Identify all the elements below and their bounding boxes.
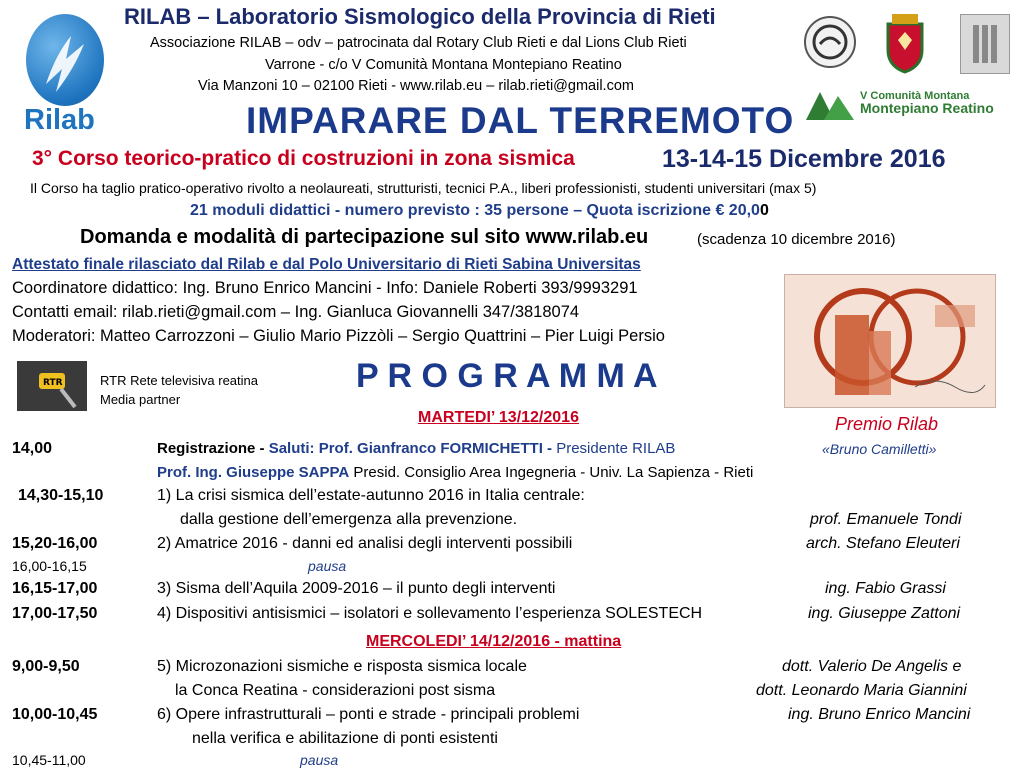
row-7-text: 5) Microzonazioni sismiche e risposta sismica locale bbox=[157, 658, 527, 675]
row-5-speaker: ing. Fabio Grassi bbox=[825, 580, 946, 597]
row-6-time: 17,00-17,50 bbox=[12, 605, 98, 622]
row-8-speaker: ing. Bruno Enrico Mancini bbox=[788, 706, 971, 723]
university-emblem bbox=[960, 14, 1010, 74]
premio-drawing bbox=[784, 274, 996, 408]
header-address-1: Varrone - c/o V Comunità Montana Montepiano Reatino bbox=[265, 57, 622, 73]
row-2-role: Presid. Consiglio Area Ingegneria - Univ. La Sapienza - Rieti bbox=[349, 464, 754, 481]
header-title: RILAB – Laboratorio Sismologico della Provincia di Rieti bbox=[124, 4, 716, 29]
row-1-registrazione: Registrazione - bbox=[157, 440, 269, 457]
header-association: Associazione RILAB – odv – patrocinata dal Rotary Club Rieti e dal Lions Club Rieti bbox=[150, 35, 687, 51]
rtr-mic-label: RTR bbox=[43, 378, 63, 388]
programma-heading: P R O G R A M M A bbox=[356, 357, 658, 395]
modules-end: 0 bbox=[759, 202, 769, 219]
row-7-time: 9,00-9,50 bbox=[12, 658, 80, 675]
row-5-time: 16,15-17,00 bbox=[12, 580, 98, 597]
row-8-continued: nella verifica e abilitazione di ponti esistenti bbox=[192, 730, 498, 747]
columns-icon bbox=[961, 15, 1009, 73]
premio-title: Premio Rilab bbox=[835, 414, 939, 434]
contacts-line: Contatti email: rilab.rieti@gmail.com – Ing. Gianluca Giovannelli 347/3818074 bbox=[12, 303, 580, 321]
seal-icon bbox=[806, 18, 854, 66]
course-dates: 13-14-15 Dicembre 2016 bbox=[662, 145, 946, 173]
rilab-logo-icon bbox=[26, 14, 104, 106]
row-1-text bbox=[157, 440, 675, 457]
row-4-time: 15,20-16,00 bbox=[12, 535, 98, 552]
row-3-time: 14,30-15,10 bbox=[18, 487, 104, 504]
row-2-name: Prof. Ing. Giuseppe SAPPA bbox=[157, 464, 350, 481]
row-3-continued: dalla gestione dell’emergenza alla prevenzione. bbox=[180, 511, 518, 528]
pause-2-time: 10,45-11,00 bbox=[12, 752, 86, 768]
certificate-line[interactable]: Attestato finale rilasciato dal Rilab e dal Polo Universitario di Rieti Sabina Universitas bbox=[12, 256, 641, 273]
course-modules bbox=[190, 202, 769, 220]
media-name: RTR Rete televisiva reatina bbox=[100, 373, 258, 388]
row-8-text: 6) Opere infrastrutturali – ponti e strade - principali problemi bbox=[157, 706, 580, 723]
day1-heading: MARTEDI’ 13/12/2016 bbox=[418, 409, 579, 426]
day2-heading: MERCOLEDI’ 14/12/2016 - mattina bbox=[366, 633, 622, 650]
coordinator-line: Coordinatore didattico: Ing. Bruno Enrico Mancini - Info: Daniele Roberti 393/9993291 bbox=[12, 279, 638, 297]
row-8-time: 10,00-10,45 bbox=[12, 706, 98, 723]
comunita-line2: Montepiano Reatino bbox=[860, 100, 994, 116]
rilab-logo-text: Rilab bbox=[24, 104, 95, 136]
row-3-text: 1) La crisi sismica dell’estate-autunno 2016 in Italia centrale: bbox=[157, 487, 585, 504]
row-7-continued: la Conca Reatina - considerazioni post sisma bbox=[175, 682, 496, 699]
row-5-text: 3) Sisma dell’Aquila 2009-2016 – il punto degli interventi bbox=[157, 580, 556, 597]
building-sketch-icon bbox=[785, 275, 995, 407]
row-7-speaker: dott. Valerio De Angelis e bbox=[782, 658, 962, 675]
row-1-role: Presidente RILAB bbox=[556, 440, 676, 457]
rtr-logo bbox=[17, 361, 87, 411]
row-1-saluti: Saluti: Prof. Gianfranco FORMICHETTI - bbox=[268, 440, 557, 457]
moderators-line: Moderatori: Matteo Carrozzoni – Giulio Mario Pizzòli – Sergio Quattrini – Pier Luigi Persio bbox=[12, 327, 665, 345]
row-6-speaker: ing. Giuseppe Zattoni bbox=[808, 605, 961, 622]
row-2-text bbox=[157, 464, 753, 481]
rotary-seal bbox=[804, 16, 856, 68]
comunita-line1: V Comunità Montana bbox=[860, 90, 970, 102]
province-crest bbox=[880, 10, 930, 74]
header-address-2: Via Manzoni 10 – 02100 Rieti - www.rilab.eu – rilab.rieti@gmail.com bbox=[198, 78, 634, 94]
main-title: IMPARARE DAL TERREMOTO bbox=[246, 100, 795, 141]
crest-icon bbox=[880, 10, 930, 74]
media-role: Media partner bbox=[100, 392, 181, 407]
pause-1-time: 16,00-16,15 bbox=[12, 558, 87, 574]
application-info: Domanda e modalità di partecipazione sul sito www.rilab.eu bbox=[80, 226, 649, 248]
row-7-speaker-2: dott. Leonardo Maria Giannini bbox=[756, 682, 967, 699]
row-6-text: 4) Dispositivi antisismici – isolatori e sollevamento l’esperienza SOLESTECH bbox=[157, 605, 703, 622]
application-deadline: (scadenza 10 dicembre 2016) bbox=[697, 231, 896, 248]
row-4-text: 2) Amatrice 2016 - danni ed analisi degli interventi possibili bbox=[157, 535, 573, 552]
modules-text: 21 moduli didattici - numero previsto : 35 persone – Quota iscrizione € 20,0 bbox=[190, 202, 760, 219]
pause-1-label: pausa bbox=[308, 558, 347, 574]
row-4-speaker: arch. Stefano Eleuteri bbox=[806, 535, 960, 552]
microphone-icon bbox=[17, 361, 87, 411]
pause-2-label: pausa bbox=[300, 752, 339, 768]
course-title: 3° Corso teorico-pratico di costruzioni in zona sismica bbox=[32, 147, 575, 170]
course-audience: Il Corso ha taglio pratico-operativo rivolto a neolaureati, strutturisti, tecnici P.A., liberi professionisti, studenti universitari (max 5) bbox=[30, 180, 817, 196]
row-1-time: 14,00 bbox=[12, 440, 53, 457]
seismograph-icon bbox=[26, 14, 104, 106]
row-3-speaker: prof. Emanuele Tondi bbox=[810, 511, 962, 528]
mountain-icon bbox=[806, 88, 854, 120]
premio-subtitle: «Bruno Camilletti» bbox=[822, 441, 937, 457]
